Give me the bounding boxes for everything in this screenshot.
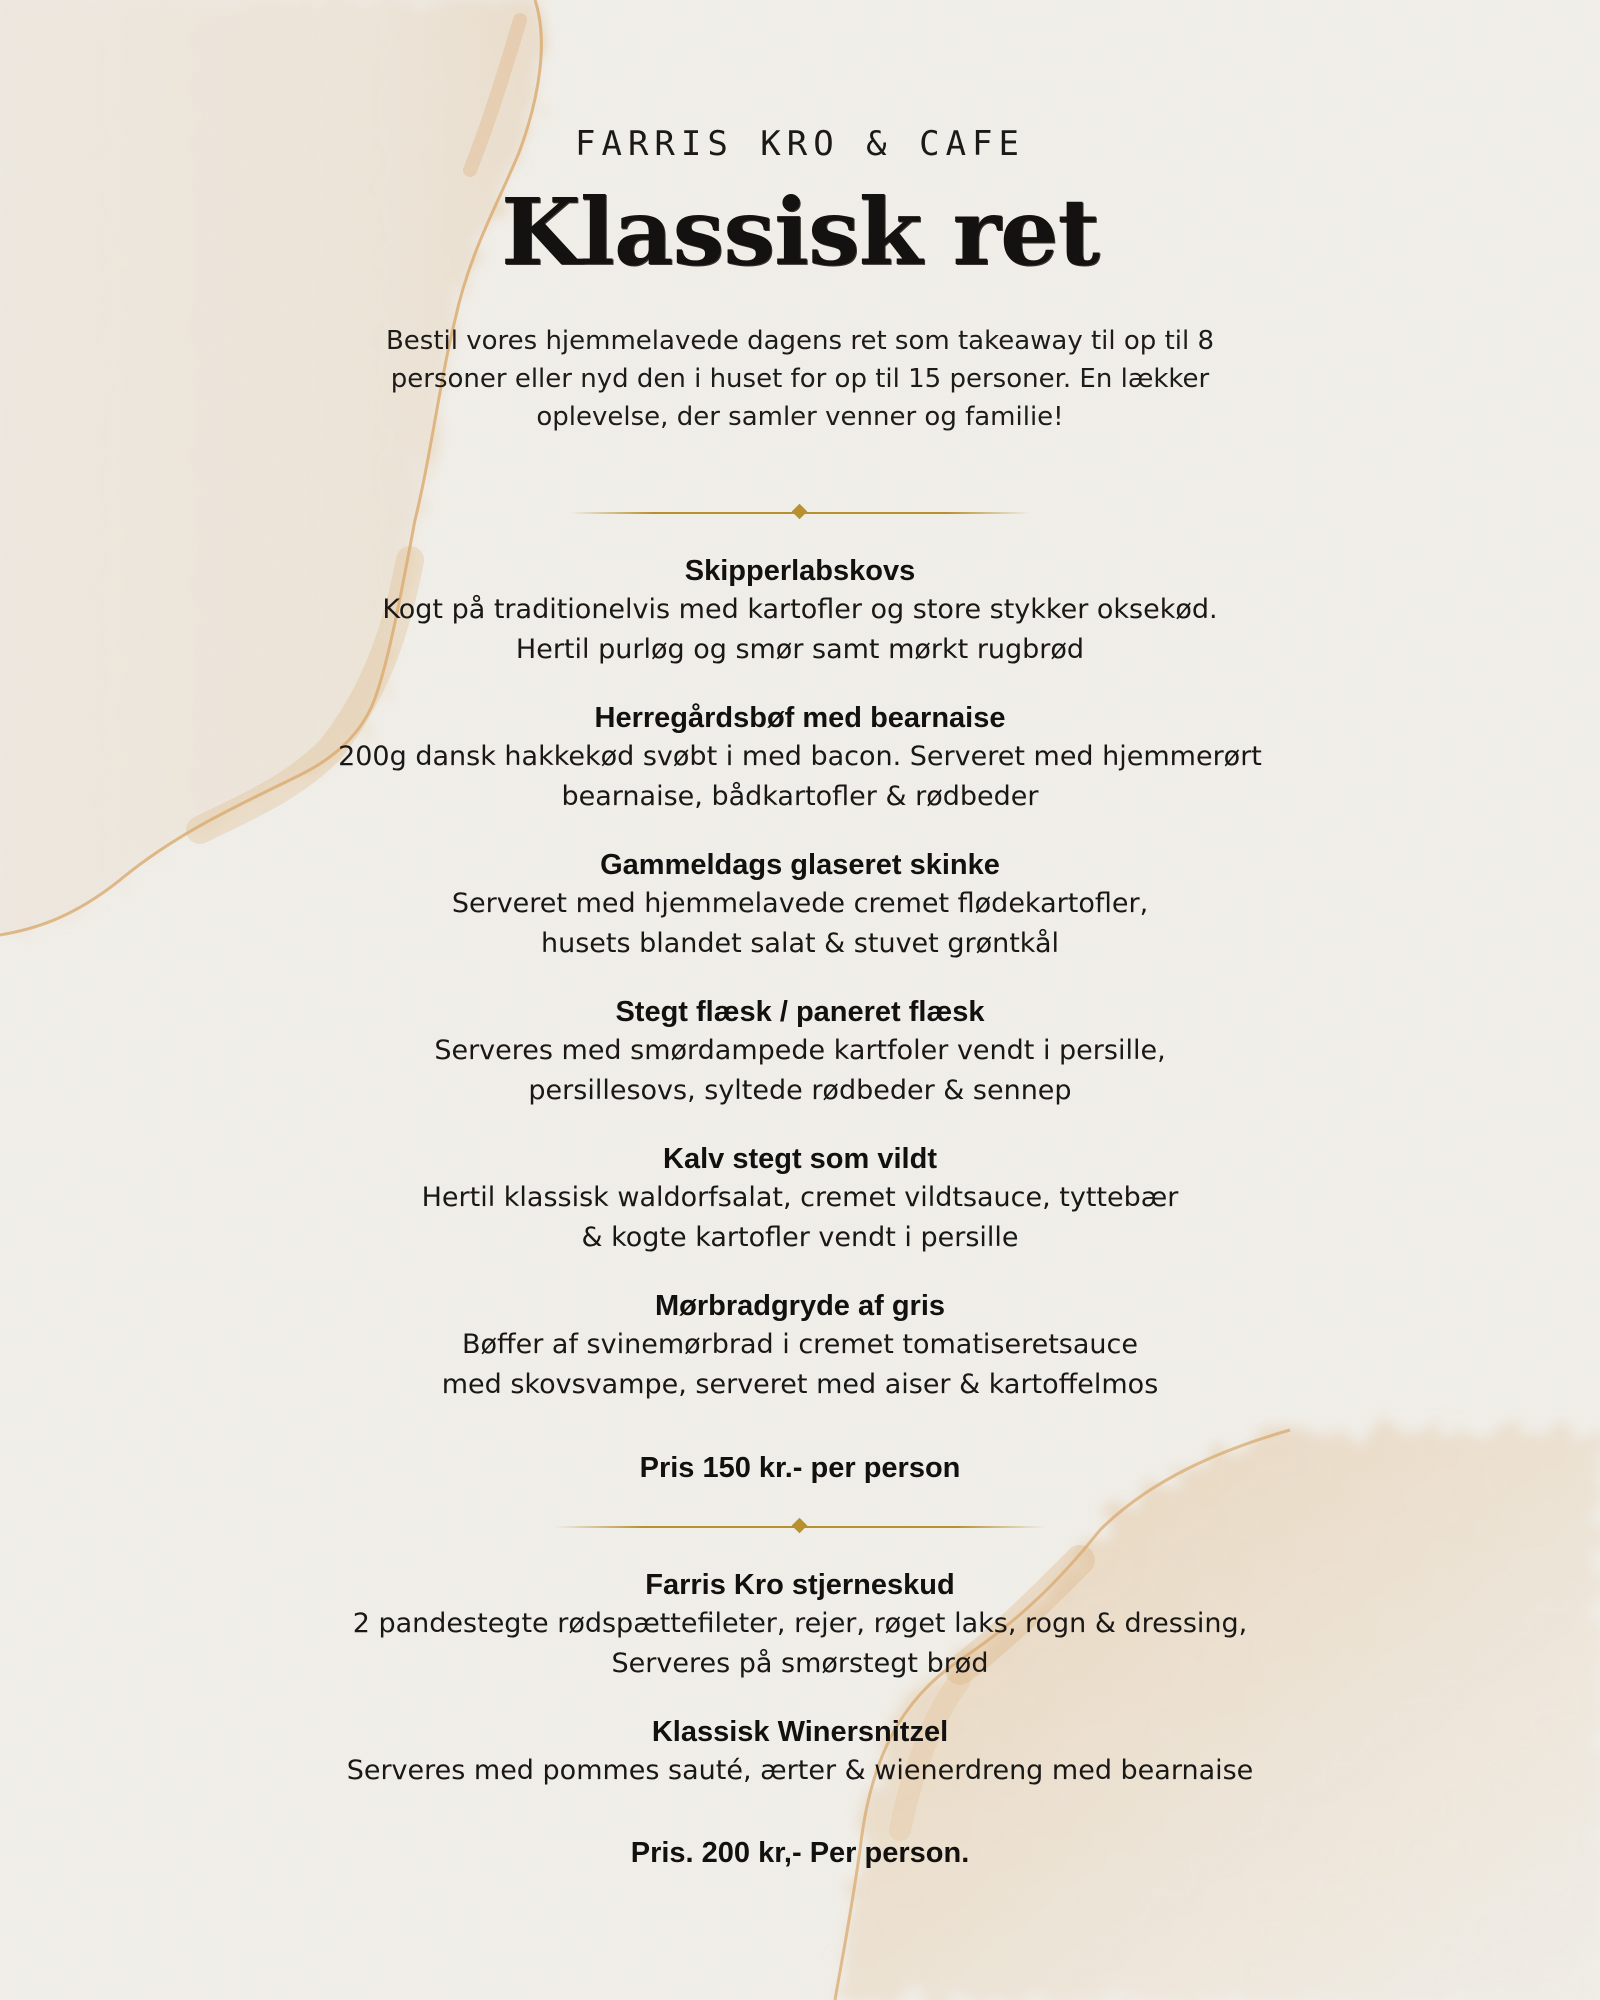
divider-top <box>570 503 1030 523</box>
price-line: Pris 150 kr.- per person <box>639 1452 961 1484</box>
brand-name: FARRIS KRO & CAFE <box>575 124 1025 164</box>
dish-description-line: 200g dansk hakkekød svøbt i med bacon. Serveret med hjemmerørt <box>338 741 1262 772</box>
dish-description-line: husets blandet salat & stuvet grøntkål <box>540 928 1059 959</box>
dish-description-line: med skovsvampe, serveret med aiser & kartoffelmos <box>441 1369 1159 1400</box>
diamond-ornament-icon <box>792 504 808 520</box>
page-title: Klassisk ret <box>500 178 1100 286</box>
dish-description-line: Serveret med hjemmelavede cremet flødekartofler, <box>451 888 1149 919</box>
dish-description-line: Serveres på smørstegt brød <box>611 1648 989 1679</box>
dish-item <box>200 1566 1400 1684</box>
dish-description-line: persillesovs, syltede rødbeder & sennep <box>528 1075 1072 1106</box>
diamond-ornament-icon <box>792 1518 808 1534</box>
divider-middle <box>555 1517 1045 1537</box>
dish-description-line: Hertil klassisk waldorfsalat, cremet vildtsauce, tyttebær <box>421 1182 1179 1213</box>
intro-text: Bestil vores hjemmelavede dagens ret som takeaway til op til 8 personer eller nyd den i huset for op til 15 personer. En lækker oplevelse, der samler venner og familie! <box>385 326 1215 432</box>
dish-item <box>200 552 1400 670</box>
dish-name: Stegt flæsk / paneret flæsk <box>615 996 985 1028</box>
price-line: Pris. 200 kr,- Per person. <box>630 1837 970 1869</box>
dish-name: Klassisk Winersnitzel <box>651 1716 949 1748</box>
dish-description-line: Kogt på traditionelvis med kartofler og store stykker oksekød. <box>382 594 1218 625</box>
dish-name: Gammeldags glaseret skinke <box>600 849 1000 881</box>
dish-item <box>200 699 1400 817</box>
dish-name: Farris Kro stjerneskud <box>645 1569 955 1601</box>
dish-description-line: Serveres med smørdampede kartfoler vendt i persille, <box>434 1035 1166 1066</box>
dish-item <box>200 993 1400 1111</box>
dish-description-line: Serveres med pommes sauté, ærter & wienerdreng med bearnaise <box>346 1755 1254 1786</box>
dish-description-line: Bøffer af svinemørbrad i cremet tomatiseretsauce <box>461 1329 1138 1360</box>
dish-name: Mørbradgryde af gris <box>654 1290 946 1322</box>
dish-item <box>200 846 1400 964</box>
dish-item <box>200 1140 1400 1258</box>
dish-description-line: bearnaise, bådkartofler & rødbeder <box>561 781 1039 812</box>
dish-name: Skipperlabskovs <box>684 555 916 587</box>
dish-description-line: 2 pandestegte rødspættefileter, rejer, røget laks, rogn & dressing, <box>352 1608 1248 1639</box>
dish-name: Herregårdsbøf med bearnaise <box>594 702 1006 734</box>
dish-item <box>200 1713 1400 1791</box>
dish-description-line: Hertil purløg og smør samt mørkt rugbrød <box>515 634 1085 665</box>
dish-description-line: & kogte kartofler vendt i persille <box>581 1222 1019 1253</box>
dish-item <box>200 1287 1400 1405</box>
dish-name: Kalv stegt som vildt <box>663 1143 937 1175</box>
